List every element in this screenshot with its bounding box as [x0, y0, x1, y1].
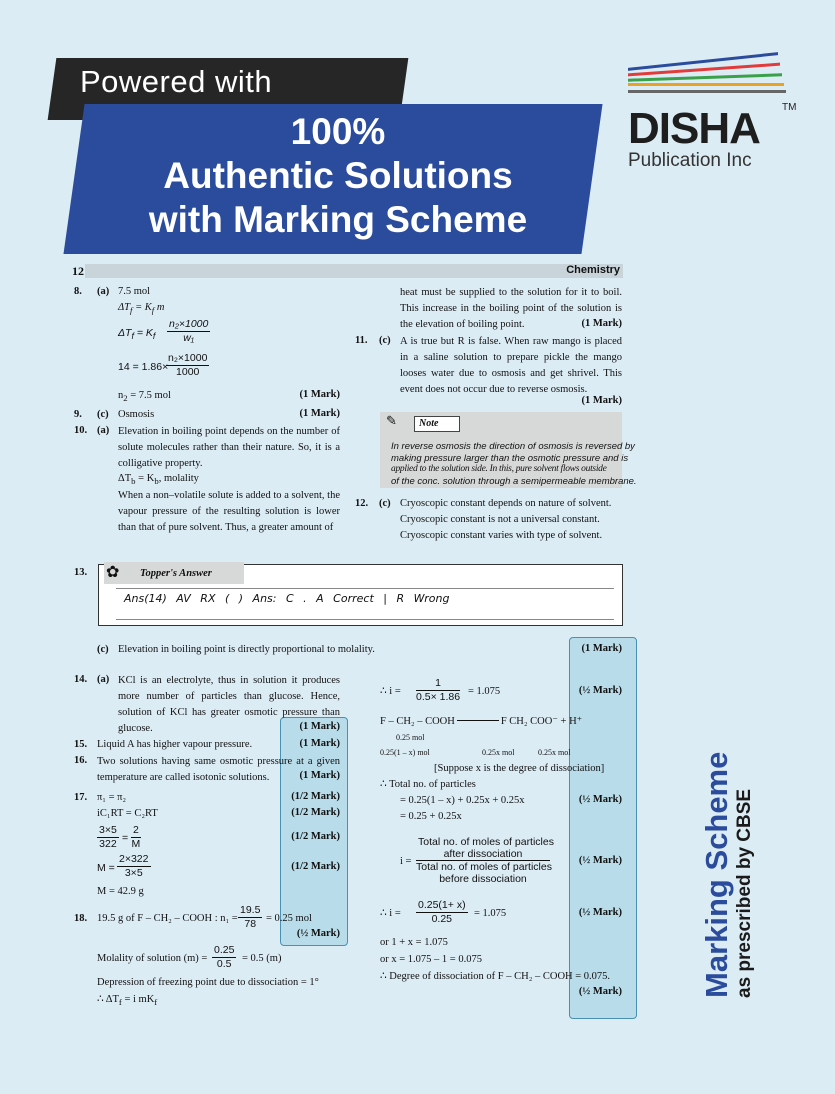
- eq-sub: f: [131, 331, 134, 342]
- answer-text: Elevation in boiling point is directly proportional to molality.: [118, 644, 375, 655]
- question-number: 13.: [74, 567, 88, 578]
- answer-text: Cryoscopic constant is not a universal constant.: [400, 514, 600, 525]
- fraction: [212, 944, 236, 971]
- question-number: 10.: [74, 425, 88, 436]
- equilibrium-moles: 0.25x mol: [482, 748, 515, 757]
- fraction: [416, 677, 460, 704]
- denominator-line: Total no. of moles of particles: [416, 861, 552, 873]
- fraction: [117, 853, 151, 880]
- equation-line: Molality of solution (m) =: [97, 953, 208, 964]
- fraction-denominator: 0.5: [216, 958, 232, 970]
- equation-line: = 0.25(1 – x) + 0.25x + 0.25x: [400, 795, 525, 806]
- numerator-line: Total no. of moles of particles: [418, 836, 554, 848]
- equation-line: [118, 326, 155, 343]
- eq-part: ΔT: [118, 302, 131, 313]
- fraction-numerator: 2: [133, 824, 139, 836]
- product: F CH₂ COO⁻ + H⁺: [500, 716, 583, 727]
- answer-paragraph: Two solutions having same osmotic pressure at a given temperature are called isotonic solutions.: [97, 756, 340, 783]
- mark-label: (½ Mark): [578, 907, 622, 918]
- mark-label: (1 Mark): [299, 738, 340, 749]
- equation-line: ∴ i =: [380, 686, 401, 697]
- equation-line: [118, 301, 164, 317]
- answer-text: Cryoscopic constant varies with type of solvent.: [400, 530, 603, 541]
- answer-option: (c): [97, 644, 109, 655]
- fraction-numerator: n₂×1000: [168, 352, 208, 364]
- eq-sub: f: [130, 305, 133, 316]
- topper-answer-title: Topper's Answer: [140, 568, 212, 579]
- mark-label: (1/2 Mark): [291, 861, 340, 872]
- question-number: 15.: [74, 739, 88, 750]
- answer-option: (c): [97, 409, 109, 420]
- mark-label: (1 Mark): [299, 408, 340, 419]
- page-number: 12: [72, 264, 84, 278]
- answer-paragraph: When a non–volatile solute is added to a solvent, the vapour pressure of the resulting solution is lower than that of pure solvent. Thus, a greater amount of: [118, 490, 340, 533]
- equation-line: i =: [400, 856, 412, 867]
- eq-part: , molality: [158, 473, 199, 484]
- banner-headline-line: with Marking Scheme: [148, 199, 528, 240]
- answer-paragraph: heat must be supplied to the solution for it to boil. This increase in the boiling point of the solution is the elevation of boiling point.: [400, 287, 622, 330]
- note-tag: Note: [414, 416, 460, 432]
- reaction-arrow-icon: [457, 720, 499, 721]
- eq-sub: f: [118, 997, 122, 1008]
- banner-headline-line: Authentic Solutions: [163, 155, 513, 196]
- equation-line: 19.5 g of F – CH₂ – COOH : n₁ =: [97, 913, 238, 924]
- equation-line: π₁ = π₂: [97, 792, 127, 803]
- eq-sub: 2: [123, 393, 128, 404]
- equation-line: [118, 472, 199, 488]
- fraction-denominator: M: [131, 838, 141, 850]
- question-number: 8.: [74, 286, 82, 297]
- note-text: [391, 441, 643, 487]
- student-icon: ✿: [106, 564, 120, 581]
- equation-line: [97, 993, 157, 1009]
- banner-headline-line: 100%: [290, 111, 386, 152]
- fraction: [238, 904, 262, 931]
- eq-sub: b: [154, 476, 159, 487]
- equation-line: 14 = 1.86×: [118, 361, 169, 373]
- answer-paragraph: Elevation in boiling point depends on the number of solute molecules rather than their nature. So, it is a colligative property.: [118, 426, 340, 469]
- reaction-line: [380, 715, 582, 729]
- fraction-numerator: 19.5: [240, 904, 261, 916]
- equation-line: = 1.075: [468, 686, 501, 697]
- eq-part: n: [118, 390, 124, 401]
- fraction-denominator: 0.5× 1.86: [416, 691, 461, 703]
- side-label-subtitle: as prescribed by CBSE: [734, 788, 755, 998]
- answer-text: M = 42.9 g: [97, 886, 144, 897]
- equation-line: or 1 + x = 1.075: [380, 937, 448, 948]
- disha-logo: [628, 56, 798, 176]
- fraction-denominator: 3×5: [124, 867, 143, 879]
- fraction-numerator: [416, 836, 554, 861]
- fraction-denominator: 78: [244, 918, 257, 930]
- eq-part: ΔT: [118, 473, 132, 484]
- mark-label: (1/2 Mark): [291, 831, 340, 842]
- eq-sub: f: [154, 997, 158, 1008]
- answer-option: (a): [97, 286, 110, 297]
- question-number: 9.: [74, 409, 82, 420]
- fraction: [416, 899, 468, 926]
- eq-part: = 7.5 mol: [127, 390, 171, 401]
- eq-part: m: [154, 302, 165, 313]
- banner-powered-text: Powered with: [80, 64, 273, 99]
- subject-label: Chemistry: [566, 264, 620, 276]
- answer-text: 7.5 mol: [118, 286, 151, 297]
- answer-option: (c): [379, 335, 391, 346]
- fraction-numerator: 1: [416, 677, 460, 691]
- eq-part: = K: [133, 327, 153, 339]
- fraction: [166, 352, 209, 379]
- question-number: 18.: [74, 913, 88, 924]
- banner-headline: [78, 110, 598, 242]
- eq-part: = i mK: [121, 994, 155, 1005]
- answer-text: [118, 389, 171, 405]
- question-number: 16.: [74, 755, 88, 766]
- fraction-numerator: 3×5: [99, 824, 117, 836]
- answer-option: (a): [97, 425, 110, 436]
- mark-label: (½ Mark): [578, 685, 622, 696]
- fraction: [97, 824, 119, 851]
- fraction-denominator: [416, 861, 550, 885]
- mark-label: (1/2 Mark): [291, 807, 340, 818]
- logo-stripe: [628, 83, 784, 86]
- answer-text: Depression of freezing point due to dissociation = 1°: [97, 977, 319, 988]
- equation-line: iC₁RT = C₂RT: [97, 808, 158, 819]
- logo-stripe: [628, 90, 786, 93]
- equation-sign: =: [122, 832, 129, 844]
- note-line: of the conc. solution through a semipermeable membrane.: [391, 475, 637, 487]
- equation-line: ∴ i =: [380, 908, 401, 919]
- mark-label: (1 Mark): [299, 721, 340, 732]
- initial-moles: 0.25 mol: [396, 733, 425, 742]
- mark-label: (½ Mark): [296, 928, 340, 939]
- equation-line: = 0.25 mol: [266, 913, 312, 924]
- eq-sub: b: [131, 476, 136, 487]
- mark-label: (1 Mark): [581, 395, 622, 406]
- logo-name: DISHA: [628, 104, 760, 153]
- note-line: making pressure larger than the osmotic pressure and is: [391, 452, 629, 464]
- fraction-denominator: w₁: [183, 332, 195, 344]
- fraction: [167, 318, 210, 345]
- logo-tm: TM: [782, 102, 797, 113]
- eq-sub: f: [151, 305, 155, 316]
- equation-line: M =: [97, 862, 115, 874]
- fraction-denominator: 0.25: [431, 913, 452, 925]
- assumption-text: [Suppose x is the degree of dissociation]: [434, 763, 605, 774]
- equilibrium-moles: 0.25x mol: [538, 748, 571, 757]
- fraction-numerator: 2×322: [119, 853, 149, 865]
- fraction: [131, 824, 141, 851]
- side-label: [700, 668, 756, 998]
- mark-label: (1/2 Mark): [291, 791, 340, 802]
- mark-label: (1 Mark): [581, 643, 622, 654]
- answer-option: (a): [97, 674, 110, 685]
- mark-label: (1 Mark): [581, 318, 622, 329]
- fraction-numerator: 0.25: [214, 944, 235, 956]
- mark-label: (1 Mark): [299, 770, 340, 781]
- handwritten-answer: Ans(14) AV RX ( ) Ans: C . A Correct | R Wrong: [124, 592, 450, 605]
- equilibrium-moles: 0.25(1 – x) mol: [380, 748, 430, 757]
- fraction-denominator: 322: [99, 838, 117, 850]
- note-line: In reverse osmosis the direction of osmosis is reversed by: [391, 441, 635, 452]
- fraction-denominator: 1000: [176, 366, 200, 378]
- mark-label: (½ Mark): [578, 986, 622, 997]
- question-number: 11.: [355, 335, 368, 346]
- reactant: F – CH₂ – COOH: [380, 716, 455, 727]
- eq-part: = K: [132, 302, 152, 313]
- equation-line: = 0.25 + 0.25x: [400, 811, 462, 822]
- numerator-line: after dissociation: [443, 848, 523, 860]
- question-number: 17.: [74, 792, 88, 803]
- answer-text: ∴ Degree of dissociation of F – CH₂ – COOH = 0.075.: [380, 971, 611, 982]
- eq-sub: f: [152, 331, 156, 342]
- question-number: 14.: [74, 674, 88, 685]
- answer-option: (c): [379, 498, 391, 509]
- eq-part: = K: [135, 473, 155, 484]
- mark-label: (1 Mark): [299, 389, 340, 400]
- side-label-title: Marking Scheme: [699, 751, 734, 998]
- denominator-line: before dissociation: [439, 873, 527, 885]
- answer-text: Osmosis: [118, 409, 155, 420]
- equation-line: = 0.5 (m): [242, 953, 282, 964]
- header-bar: [85, 264, 623, 278]
- fraction-numerator: 0.25(1+ x): [418, 899, 466, 911]
- equation-line: or x = 1.075 – 1 = 0.075: [380, 954, 482, 965]
- fraction: [416, 836, 554, 885]
- fraction-numerator: n₂×1000: [169, 318, 209, 330]
- answer-text: Liquid A has higher vapour pressure.: [97, 739, 253, 750]
- logo-subtitle: Publication Inc: [628, 150, 752, 171]
- answer-paragraph: KCl is an electrolyte, thus in solution it produces more number of particles than glucose. Hence, solution of KCl has greater osmotic pressure than glucose.: [118, 675, 340, 734]
- pencil-icon: ✎: [386, 413, 397, 428]
- eq-part: ∴ ΔT: [97, 994, 119, 1005]
- answer-paragraph: A is true but R is false. When raw mango is placed in a saline solution to prepare pickle the mango looses water due to osmosis and get shrivel. This event does not occur due to reverse osmosis.: [400, 336, 622, 395]
- mark-label: (½ Mark): [578, 855, 622, 866]
- question-number: 12.: [355, 498, 369, 509]
- note-line: applied to the solution side. In this, pure solvent flows outside: [391, 464, 607, 474]
- mark-label: (½ Mark): [578, 794, 622, 805]
- eq-part: ΔT: [118, 327, 132, 339]
- answer-text: ∴ Total no. of particles: [380, 779, 476, 790]
- answer-text: Cryoscopic constant depends on nature of solvent.: [400, 498, 612, 509]
- equation-line: = 1.075: [474, 908, 507, 919]
